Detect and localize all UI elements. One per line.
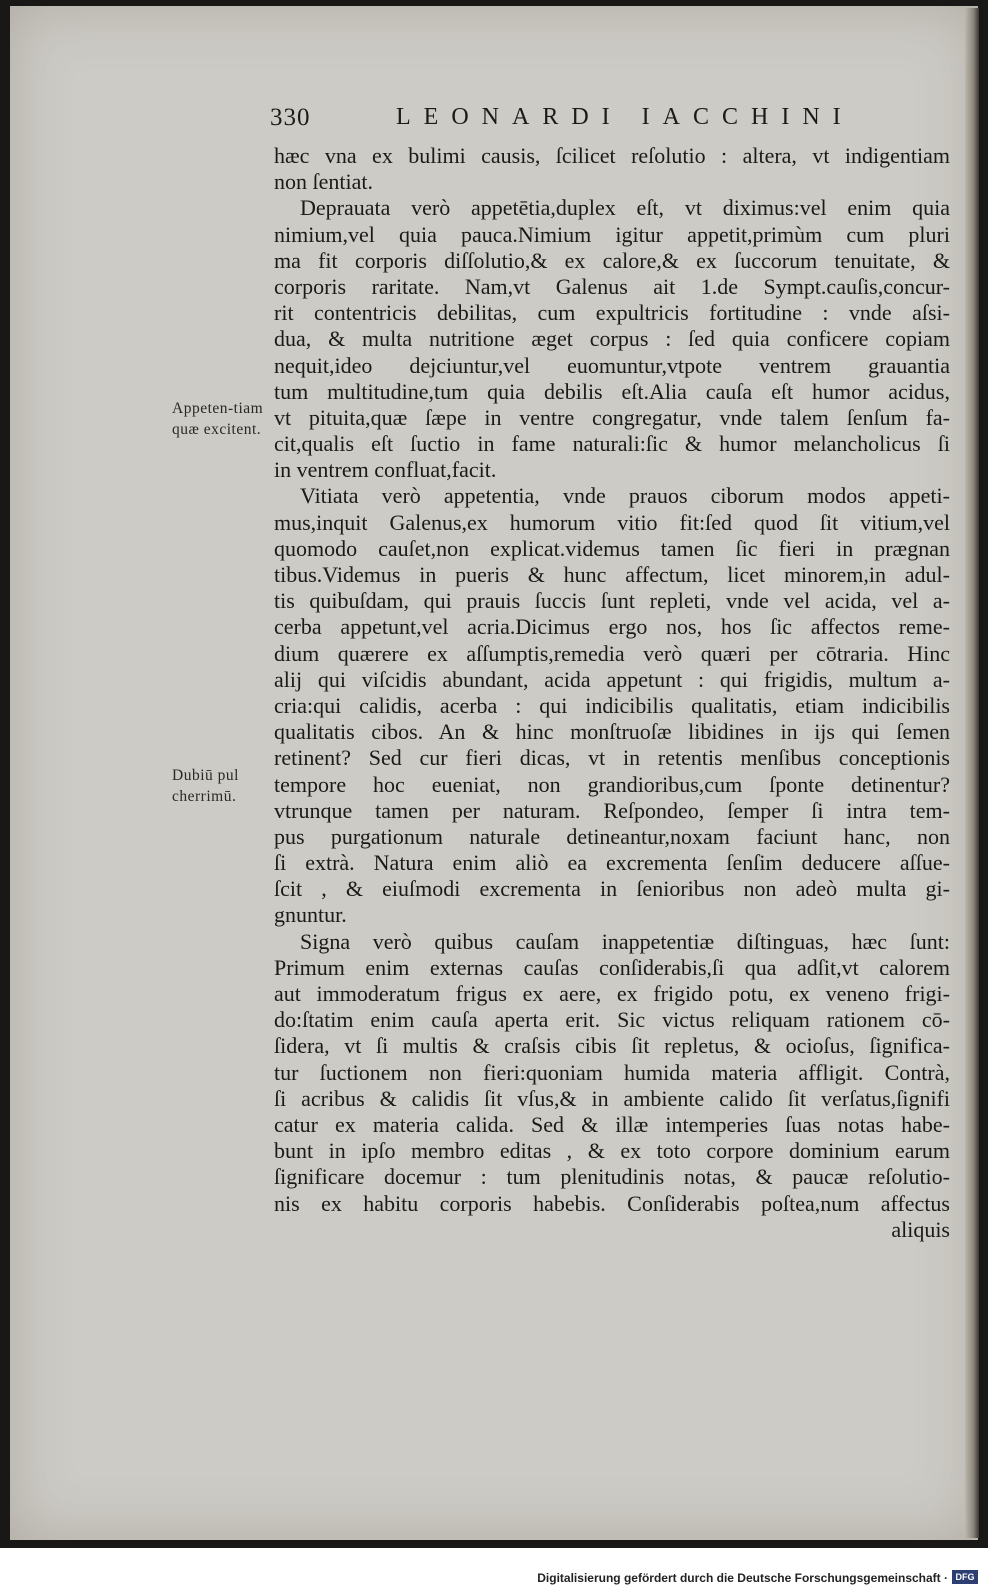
text-line: Deprauata verò appetētia,duplex eſt, vt diximus:vel enim quia: [300, 195, 950, 221]
margin-note-appetentia: Appeten-tiam quæ excitent.: [172, 400, 264, 438]
text-line: nis ex habitu corporis habebis. Conſiderabis poſtea,num affectus: [274, 1190, 950, 1216]
text-line: quomodo cauſet,non explicat.videmus tamen ſic fieri in prægnan: [274, 535, 950, 561]
text-line: tis quibuſdam, qui prauis ſuccis ſunt repleti, vnde vel acida, vel a-: [274, 588, 950, 614]
text-line: alij qui viſcidis abundant, acida appetunt : qui frigidis, multum a-: [274, 666, 950, 692]
text-line: in ventrem confluat,facit.: [274, 457, 497, 483]
text-line: catur ex materia calida. Sed & illæ intemperies ſuas notas habe-: [274, 1111, 950, 1137]
text-line: tibus.Videmus in pueris & hunc affectum, licet minorem,in adul-: [274, 562, 950, 587]
text-line: Signa verò quibus cauſam inappetentiæ diſtinguas, hæc ſunt:: [300, 928, 950, 954]
text-line: do:ſtatim enim cauſa aperta erit. Sic victus reliquam rationem cō-: [274, 1007, 950, 1033]
text-line: non ſentiat.: [274, 169, 373, 195]
text-line: tum multitudine,tum quia debilis eſt.Alia cauſa eſt humor acidus,: [274, 378, 950, 404]
catchword: aliquis: [891, 1216, 950, 1242]
text-line: retinent? Sed cur fieri dicas, vt in retentis menſibus conceptionis: [274, 745, 950, 771]
text-line: corporis raritate. Nam,vt Galenus ait 1.de Sympt.cauſis,concur-: [274, 273, 950, 299]
text-line: cria:qui calidis, acerba : qui indicibilis qualitatis, etiam indicibilis: [274, 692, 950, 718]
running-head: [270, 104, 960, 140]
page-number: 330: [270, 104, 311, 131]
text-line: nimium,vel quia pauca.Nimium igitur appetit,primùm cum pluri: [274, 221, 950, 247]
text-line: cerba appetunt,vel acria.Dicimus ergo nos, hos ſic affectos reme-: [274, 614, 950, 640]
text-line: tempore hoc eueniat, non grandioribus,cum ſponte detinentur?: [274, 771, 950, 797]
text-line: qualitatis cibos. An & hinc monſtruoſæ libidines in ijs qui ſemen: [274, 719, 950, 745]
text-line: vt pituita,quæ ſæpe in ventre congregatur, vnde talem ſenſum fa-: [274, 404, 950, 430]
dfg-logo-icon: DFG: [952, 1570, 978, 1584]
text-line: tur ſuctionem non fieri:quoniam humida materia affligit. Contrà,: [274, 1059, 950, 1085]
body-text: [274, 143, 950, 1243]
running-title: LEONARDI IACCHINI: [396, 104, 854, 130]
text-line: Primum enim externas cauſas conſiderabis,ſi qua adſit,vt calorem: [274, 954, 950, 980]
text-line: dium quærere ex aſſumptis,remedia verò quæri per cōtraria. Hinc: [274, 640, 950, 666]
text-line: pus purgationum naturale detineantur,noxam faciunt hanc, non: [274, 823, 950, 849]
text-line: nequit,ideo dejciuntur,vel euomuntur,vtpote ventrem grauantia: [274, 352, 950, 378]
text-line: aut immoderatum frigus ex aere, ex frigido potu, ex veneno frigi-: [274, 981, 950, 1006]
text-line: gnuntur.: [274, 902, 347, 928]
page-edge: [965, 8, 979, 1538]
text-line: hæc vna ex bulimi causis, ſcilicet reſolutio : altera, vt indigentiam: [274, 143, 950, 168]
text-line: ſcit , & eiuſmodi excrementa in ſenioribus non adeò multa gi-: [274, 876, 950, 902]
text-line: ſi extrà. Natura enim aliò ea excrementa ſenſim deducere aſſue-: [274, 850, 950, 876]
margin-note-dubium: Dubiū pul cherrimū.: [172, 767, 239, 805]
text-line: ma fit corporis diſſolutio,& ex calore,& ex ſuccorum tenuitate, &: [274, 247, 950, 273]
text-line: bunt in ipſo membro editas , & ex toto corpore dominium earum: [274, 1138, 950, 1164]
text-line: ſi acribus & calidis ſit vſus,& in ambiente calido ſit verſatus,ſignifi: [274, 1085, 950, 1111]
text-line: dua, & multa nutritione æget corpus : ſed quia conficere copiam: [274, 326, 950, 352]
text-line: cit,qualis eſt ſuctio in fame naturali:ſic & humor melancholicus ſi: [274, 431, 950, 457]
text-line: ſignificare docemur : tum plenitudinis notas, & paucæ reſolutio-: [274, 1164, 950, 1190]
text-line: vtrunque tamen per naturam. Reſpondeo, ſemper ſi intra tem-: [274, 797, 950, 823]
text-line: rit contentricis debilitas, cum expultricis fortitudine : vnde aſsi-: [274, 300, 950, 326]
text-line: mus,inquit Galenus,ex humorum vitio fit:ſed quod ſit vitium,vel: [274, 509, 950, 535]
text-line: ſidera, vt ſi multis & craſsis cibis ſit repletus, & ocioſus, ſignifica-: [274, 1033, 950, 1059]
funding-credit: Digitalisierung gefördert durch die Deutsche Forschungsgemeinschaft ·: [537, 1571, 948, 1585]
text-line: Vitiata verò appetentia, vnde prauos ciborum modos appeti-: [300, 483, 950, 509]
